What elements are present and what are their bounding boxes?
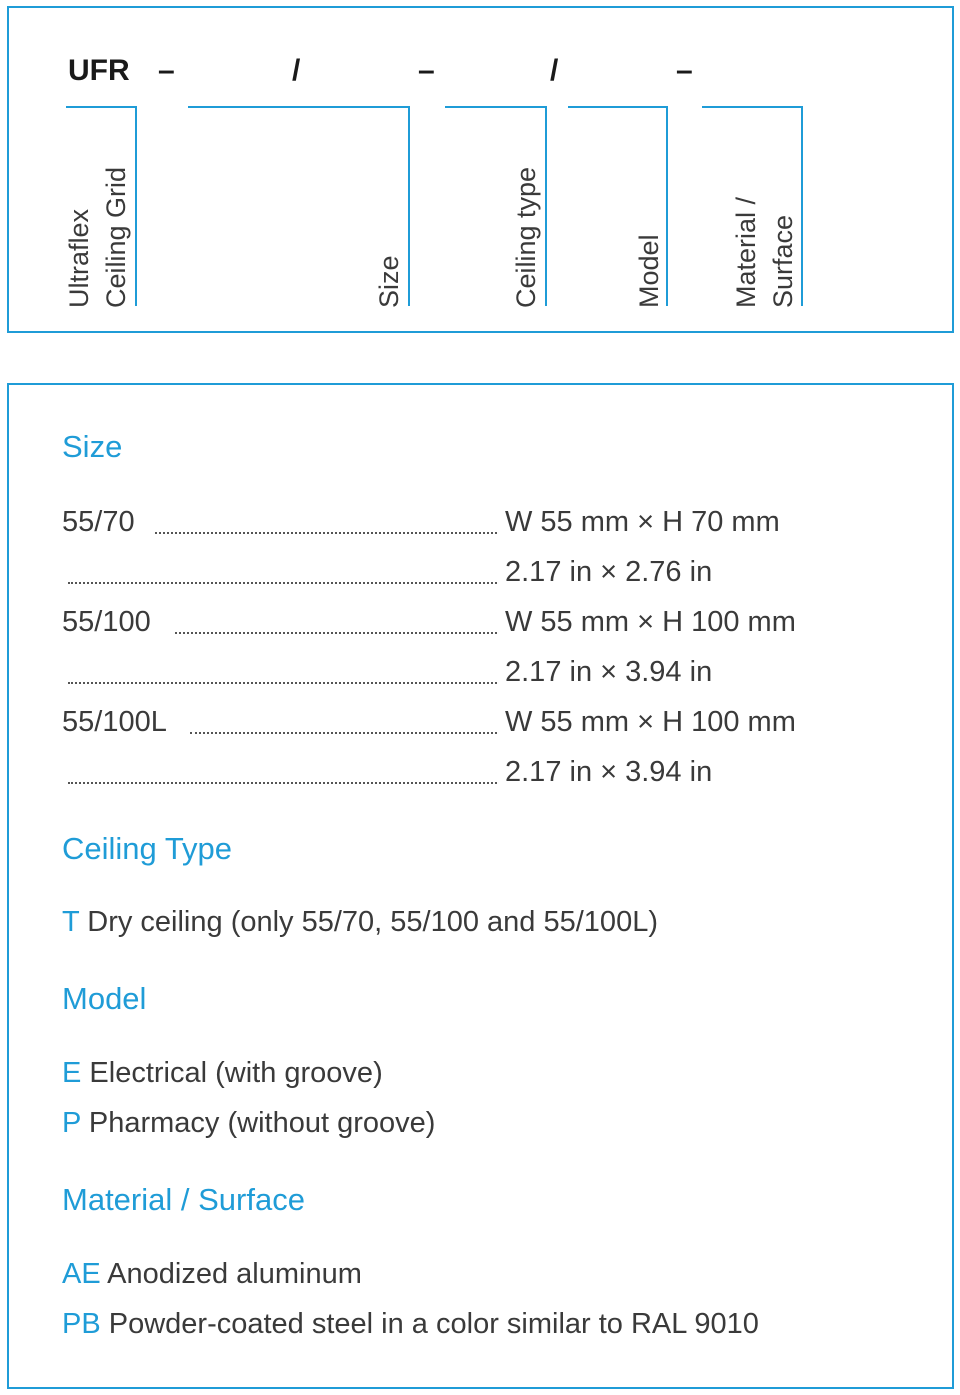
option-text: Pharmacy (without groove) (88, 1107, 436, 1139)
option-text: Dry ceiling (only 55/70, 55/100 and 55/100L) (87, 906, 658, 938)
material-item (62, 1310, 759, 1339)
dot-leader (190, 730, 497, 734)
label-surface: Surface (768, 214, 798, 308)
label-ceiling-type: Ceiling type (511, 166, 541, 308)
dot-leader (68, 680, 497, 684)
option-code: P (62, 1107, 81, 1139)
ceiling-type-item (62, 908, 658, 937)
label-model: Model (634, 234, 664, 308)
size-row-left: 55/100 (62, 606, 151, 638)
material-item (62, 1260, 362, 1289)
model-heading: Model (62, 981, 147, 1016)
option-code: AE (62, 1258, 101, 1290)
label-ultraflex: Ultraflex (64, 208, 94, 308)
ceiling-type-heading: Ceiling Type (62, 831, 233, 866)
code-separator-2: / (292, 54, 301, 87)
size-row-right: 2.17 in × 2.76 in (505, 556, 713, 588)
size-row-right: W 55 mm × H 100 mm (505, 606, 796, 638)
dot-leader (155, 530, 497, 534)
model-item (62, 1059, 383, 1088)
size-row-right: W 55 mm × H 70 mm (505, 506, 780, 538)
size-row-right: 2.17 in × 3.94 in (505, 756, 713, 788)
label-ceiling-grid: Ceiling Grid (101, 166, 131, 308)
dot-leader (175, 630, 497, 634)
size-heading: Size (62, 429, 123, 464)
dot-leader (68, 580, 497, 584)
option-text: Powder-coated steel in a color similar to RAL 9010 (108, 1308, 759, 1340)
option-text: Electrical (with groove) (89, 1057, 383, 1089)
option-code: PB (62, 1308, 101, 1340)
material-heading: Material / Surface (62, 1182, 305, 1217)
size-row-right: 2.17 in × 3.94 in (505, 656, 713, 688)
option-code: T (62, 906, 80, 938)
code-prefix: UFR (68, 54, 130, 87)
option-code: E (62, 1057, 82, 1089)
label-material: Material / (731, 196, 761, 308)
size-row-left: 55/100L (62, 706, 167, 738)
code-separator-1: – (158, 54, 175, 87)
size-row-right: W 55 mm × H 100 mm (505, 706, 796, 738)
dot-leader (68, 780, 497, 784)
model-item (62, 1109, 435, 1138)
label-size: Size (374, 255, 404, 308)
code-separator-4: / (550, 54, 559, 87)
code-separator-3: – (418, 54, 435, 87)
size-row-left: 55/70 (62, 506, 135, 538)
option-text: Anodized aluminum (107, 1258, 362, 1290)
code-separator-5: – (676, 54, 693, 87)
